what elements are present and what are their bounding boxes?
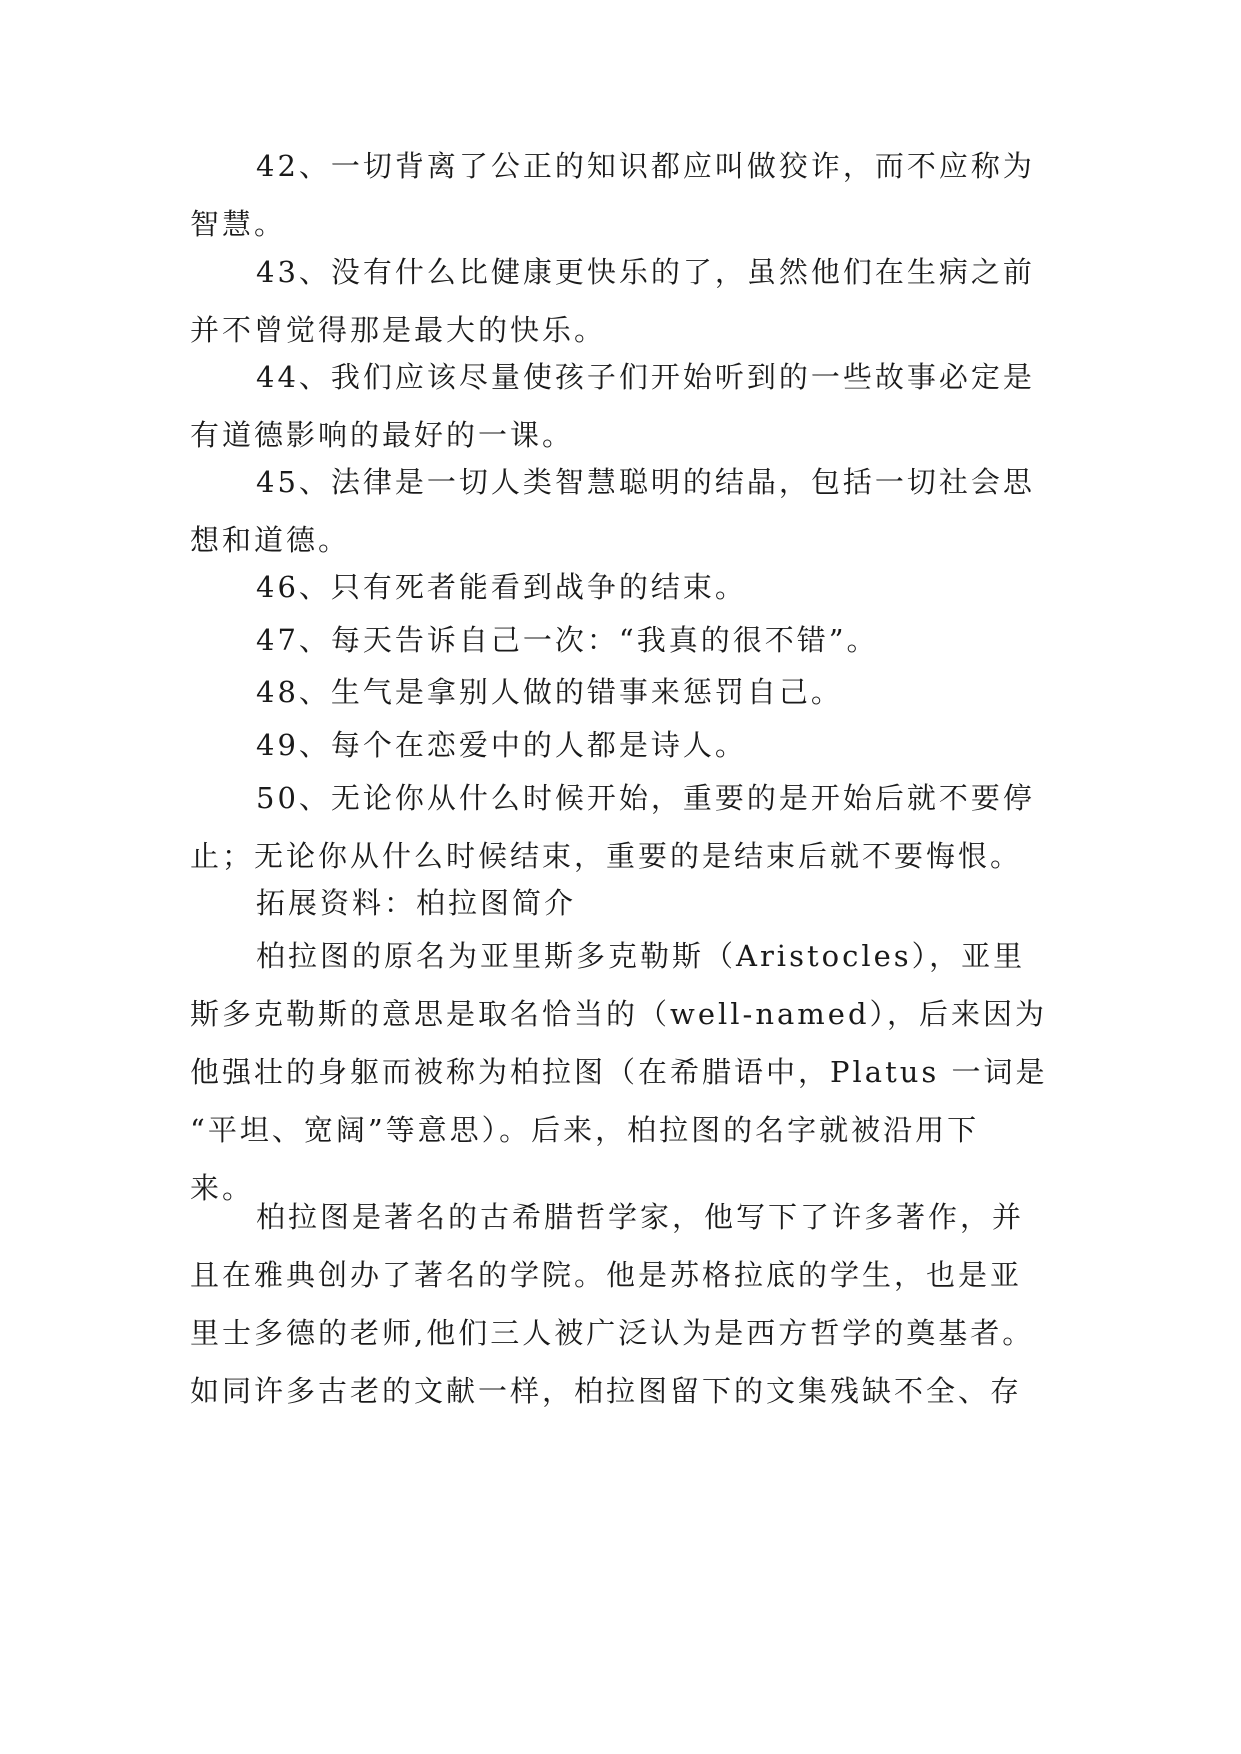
text-line: “平坦、宽阔”等意思）。后来，柏拉图的名字就被沿用下	[190, 1113, 980, 1147]
text-line: 止；无论你从什么时候结束，重要的是结束后就不要悔恨。	[190, 839, 1023, 873]
paragraph-plato-bio	[190, 1188, 1060, 1420]
text-line: 他强壮的身躯而被称为柏拉图（在希腊语中，Platus 一词是	[190, 1055, 1048, 1089]
text-line: 43、没有什么比健康更快乐的了，虽然他们在生病之前	[256, 255, 1035, 289]
paragraph-quote-47	[190, 611, 1060, 669]
text-line: 有道德影响的最好的一课。	[190, 418, 575, 452]
paragraph-quote-49	[190, 716, 1060, 774]
text-line: 并不曾觉得那是最大的快乐。	[190, 313, 607, 347]
text-line: 智慧。	[190, 207, 287, 241]
paragraph-quote-42	[190, 137, 1060, 253]
section-heading-plato	[190, 874, 1060, 932]
paragraph-quote-45	[190, 453, 1060, 569]
text-line: 想和道德。	[190, 523, 351, 557]
text-line: 里士多德的老师,他们三人被广泛认为是西方哲学的奠基者。	[190, 1316, 1035, 1350]
text-line: 42、一切背离了公正的知识都应叫做狡诈，而不应称为	[256, 149, 1035, 183]
text-line: 50、无论你从什么时候开始，重要的是开始后就不要停	[256, 781, 1035, 815]
text-line: 48、生气是拿别人做的错事来惩罚自己。	[256, 675, 843, 709]
text-line: 如同许多古老的文献一样，柏拉图留下的文集残缺不全、存	[190, 1374, 1023, 1408]
text-line: 柏拉图是著名的古希腊哲学家，他写下了许多著作，并	[256, 1200, 1025, 1234]
text-line: 来。	[190, 1171, 255, 1205]
text-line: 拓展资料：柏拉图简介	[256, 886, 577, 920]
paragraph-quote-46	[190, 558, 1060, 616]
text-line: 柏拉图的原名为亚里斯多克勒斯（Aristocles），亚里	[256, 939, 1026, 973]
text-line: 49、每个在恋爱中的人都是诗人。	[256, 728, 747, 762]
text-line: 且在雅典创办了著名的学院。他是苏格拉底的学生，也是亚	[190, 1258, 1023, 1292]
paragraph-plato-name	[190, 927, 1060, 1217]
text-line: 斯多克勒斯的意思是取名恰当的（well-named），后来因为	[190, 997, 1048, 1031]
paragraph-quote-44	[190, 348, 1060, 464]
text-line: 45、法律是一切人类智慧聪明的结晶，包括一切社会思	[256, 465, 1035, 499]
text-line: 47、每天告诉自己一次：“我真的很不错”。	[256, 623, 879, 657]
paragraph-quote-50	[190, 769, 1060, 885]
text-line: 46、只有死者能看到战争的结束。	[256, 570, 747, 604]
paragraph-quote-48	[190, 663, 1060, 721]
text-line: 44、我们应该尽量使孩子们开始听到的一些故事必定是	[256, 360, 1035, 394]
paragraph-quote-43	[190, 243, 1060, 359]
